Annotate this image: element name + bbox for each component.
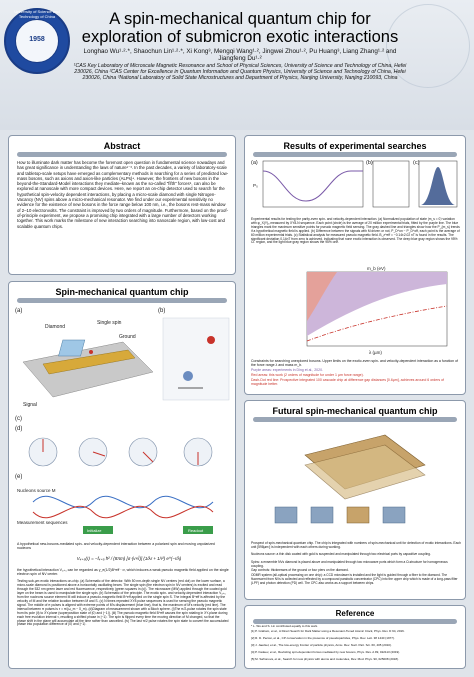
future-bullet-1: Nucleons source: a thin disk coated with gold is suspended and manipulated through two electrical ports by capacitive coupling.	[251, 552, 431, 556]
fig-b-label: (b)	[158, 308, 166, 314]
nucleons-label: Nucleons source M	[17, 488, 56, 493]
affiliations: ¹CAS Key Laboratory of Microscale Magnetic Resonance and School of Physical Sciences, University of Science and Technology of China, Hefei 230026, China ²CAS Center for Excellence in Quantum Information and Quantum Physics, University of Science and Technology of China, Hefei 230026, China ³National Laboratory of Solid State Microstructures and Department of Physics, Nanjing University, Nanjing 210093, China	[73, 63, 407, 82]
spin-chip-title: Spin-mechanical quantum chip	[55, 287, 189, 297]
results-caption-3: Purple areas: experiments in Ding et al., 2020.	[251, 368, 323, 372]
spin-s	[207, 336, 215, 344]
reference-panel	[244, 605, 466, 669]
spin-chip-panel	[8, 281, 236, 669]
spin-chip-caption-1: A hypothetical new-bosons-mediated spin- and velocity-dependent interaction between a polarized spin and moving unpolarized nucleons	[17, 542, 215, 551]
signal-label: Signal	[23, 402, 37, 408]
results-figures	[251, 157, 461, 215]
results-caption-2: Constraints for searching unexplored bosons. Upper limits on the exotic-even spin- and velocity-dependent interaction as a function of the force range λ and mass m_b.	[251, 359, 459, 368]
future-bullet-4: ODMR system (all-optical processing on one chip): a CCD microlaser is installed and the light is guided through a fiber to the diamond. The fluorescent from NVs is collected and reflected by a compound parabolic concentrator (CPC) into the upper chip which is made of a long-pass filter (LPF) and photon detection (PD) cell. The CPC also works as a support between chips.	[251, 573, 458, 585]
nv-spin-dot	[89, 350, 93, 354]
sequences-label: Measurement sequences	[17, 520, 68, 525]
unit-3	[347, 507, 369, 523]
results-fig-a-label: (a)	[251, 160, 258, 166]
results-caption-5: Dash-Dot red line: Prospective integrated 100 cascade chip at difference gap distances [0.6µm], achieves around 6 orders of magnitude better.	[251, 378, 445, 387]
future-caption: Prospect of spin-mechanical quantum chip. The chip is integrated with numbers of spin-mechanical unit for detection of exotic interactions. Each unit [598µm²] is independent with each others during working.	[251, 541, 461, 549]
fig-a-label: (a)	[15, 308, 23, 314]
initialize-text: Initialize	[87, 528, 102, 533]
diamond-block	[59, 340, 85, 356]
ground-label: Ground	[119, 334, 136, 340]
abstract-title-bar	[17, 152, 227, 157]
poster-title: A spin-mechanical quantum chip for exploration of submicron exotic interactions	[81, 10, 399, 46]
results-panel	[244, 135, 466, 395]
reference-item-4: [4] P. Fadeev, et al., Revisiting spin-dependent forces mediated by new bosons, Phys. Rev. A 99, 022113 (2019).	[251, 650, 401, 654]
results-fig-c-label: (c)	[413, 160, 420, 166]
plot-c-distribution	[421, 167, 455, 205]
reference-item-2: [2] R. D. Peccei, et al., CP conservation in the presence of pseudoparticles, Phys. Rev. Lett. 38 1440 (1977).	[251, 636, 395, 640]
source-m	[183, 371, 193, 381]
reference-item-5: [5] M. Safronova, et al., Search for new physics with atoms and molecules, Rev. Mod. Phys. 90, 025008 (2018).	[251, 657, 399, 661]
unit-1	[275, 507, 297, 523]
university-logo	[4, 8, 70, 74]
logo-center	[15, 19, 59, 63]
results-title: Results of experimental searches	[283, 141, 427, 151]
unit-4	[383, 507, 405, 523]
plot-b-frame	[373, 161, 409, 207]
logo-ring-text: University of Science and Technology of China	[14, 9, 60, 19]
spin-chip-figures	[13, 302, 233, 540]
readout-text: Readout	[188, 528, 204, 533]
unit-2	[311, 507, 333, 523]
results-caption-4: Red areas: this work (2 orders of magnitude for under 1 µm force range).	[251, 373, 364, 377]
future-bullet-2: Spins: a ensemble NVs diamond is placed above and manipulated through two microwave ports which form a Ω-structure for homogeneous coupling.	[251, 560, 448, 568]
fig-d-label: (d)	[15, 426, 23, 432]
future-title: Futural spin-mechanical quantum chip	[272, 406, 438, 416]
abstract-title: Abstract	[103, 141, 141, 151]
abstract-text: How to illuminate dark matter has become the foremost open question in fundamental science nowadays and has great significance in understanding the laws of nature¹⁻³. In the past decades, a variety of laboratory-scale and tabletop-scale setups have emerged as complementary methods in searching for a series of predicted low-mass bosons, such as axions and axion-like particles (ALPs)⁴. However, the frontiers of new bosons in the beyond-the-Standard-Model interactions they mediate–known as the so-called "fifth" forces⁵, can also be explored at nanoscale with more compact devices. Here, we report an on-chip detector used to search for the hypothetical spin-velocity dependent interactions, by placing a micro-scale diamond with single Nitrogen-Vacancy (NV) spins above a micro-mechanical resonator. We find under our experimental sensitivity no evidence for the existence of new bosons in the force range below 100 nm, i.e., the bosons rest-mass window of 2–10 electronvolts. The constraint is improved by two orders of magnitude. Furthermore, based on the proof-of-principle experiment, we propose a promising chip integrated with a large number of detectors working together. This work marks the milestone of new interaction searching into nanoscale region, with low-cost and scalable quantum chips.	[17, 160, 229, 229]
reference-item-1: [1] P. Graham, et al., A Direct Search for Dark Matter using a Resonant-Tuned Atomic Clock, Phys. Rev. D 94, 2016.	[251, 629, 405, 633]
formula: V₄₊₅(r) = −f₄₊₅ ħ² / (8πm) [σ·(v×r̂)] (1/λr + 1/r²) e^(−r/λ)	[76, 556, 182, 561]
authors: Longhao Wu¹·²·*, Shaochun Lin¹·²·*, Xi Kong³, Mengqi Wang¹·², Jingwei Zhou¹·², Pu Huang³, Liang Zhang¹·² and Jiangfeng Du¹·²	[83, 48, 397, 63]
plot-a-fit	[263, 171, 363, 201]
reference-item-0: * L. Wu and S. Lin contributed equally to this work.	[251, 624, 318, 628]
future-bullet-3: Gap controls: thicknesses of the ground or four piers on the diamond.	[251, 568, 349, 572]
results-caption-1: Experimental results for testing the parity-even spin- and velocity-dependent interaction. (a) Normalized population of state |m_s = 0⟩ variation with φ_X(Y)₈ measured by XY8-N sequence. Each point (circle) is the average of 20 million experimental trials, fitted by the purple line. The blue triangles mark the maximum sensitive points for pseudo magnetic field sensing. The gray dashed line and triangles show how the P_{m_s} trends if a hypothetical magnetic field is applied. (b) Difference between the signals with M driven or not, P_D^on − P_D^off, each point is the average of 60 million experimental trials. (c) Statistical analysis for measured pseudo magnetic field. B_z^eff = −0.14±2.02 nT is found in the results. The significant deviation 0.14nT from zero is achieved, indicating that none exotic interaction is observed. The deep blue gray region shows the 95% CI. region, and the light blue gray region shows the 95% one.	[251, 217, 460, 245]
p0-axis: P₀	[253, 183, 258, 188]
fig-e-label: (e)	[15, 474, 23, 480]
results-fig-b-label: (b)	[366, 160, 373, 166]
diamond-label: Diamond	[45, 324, 66, 330]
future-chip-illustration	[265, 425, 445, 537]
logo-year: 1958	[29, 36, 45, 43]
fig-c-label: (c)	[15, 416, 22, 422]
constraint-x-label: λ (µm)	[369, 350, 382, 355]
abstract-panel	[8, 135, 236, 275]
spin-chip-caption-2: the hypothetical interaction V₄₊₅ can be regarded as γ_e(1/2)B^eff · σ, which induces a weak pseudo magnetic field applied on the single electron spin of NV center.	[17, 568, 229, 577]
future-title-bar	[253, 417, 457, 422]
substrate	[23, 342, 153, 397]
single-spin-label: Single spin	[97, 320, 122, 326]
reference-item-3: [3] J. Jaeckel, et al., The low-energy frontier of particle physics, Annu. Rev. Nucl. Part. Sci. 60, 405 (2010).	[251, 643, 392, 647]
spin-chip-caption-3: Testing sub-µm exotic interactions on-chip. (a) Schematic of the detector. With 50 nm-depth single NV centers (red dot) on the lower surface, a micro-scale diamond is positioned above a horizontally oscillating beam. The single spin (the electron spin in NV centers) is excited and read through the 532 nm green laser and red fluorescence, respectively (green squares in (c)). The microwave (MW) applied through the coated gold layer on the beam is used to manipulate the single spin. (b) Schematic of the principle. The exotic spin- and velocity-dependent interaction V₄₊₅ from the nucleons source element M will induce a pseudo-magnetic field B^eff applied on the single spin S. The integral B^eff is affected by the velocity of M and the relative location between M and S. (c) N times repeated XY8 pulse sequences is used for sensing the pseudo magnetic signal. The middle of π pulses is aligned with extreme points of M's displacement (blue line), that is, the maximum of M's velocity (red line). The interval between π pulses is τ = π/(ω_m − δ_m). (d)Diagram of measurement shown with a Bloch sphere. (i)The π/2-pulse rotates the spin state from its pole (ii) to XY-plane (superposition state of |0⟩ and |−1⟩). (iii) The pseudo magnetic field B^eff causes the spin rotating in XY-plane during each free evolution interval τ, resulting a shifted phase in |−1⟩. The spin is flipped every time the moving direction of M changed, so that the phase shift in the plane will accumulate all the time rather than cancelled. (iv) The last π/2 pulse rotates the spin state to convert the accumulated phase into population difference of |0⟩ and |−1⟩.	[17, 579, 229, 627]
future-chip-panel	[244, 400, 466, 600]
displacement-curve	[33, 496, 213, 508]
reference-title: Reference	[335, 609, 375, 618]
velocity-curve	[33, 506, 213, 518]
mass-axis-label: m_b (eV)	[367, 266, 386, 271]
constraint-plot	[297, 266, 457, 356]
